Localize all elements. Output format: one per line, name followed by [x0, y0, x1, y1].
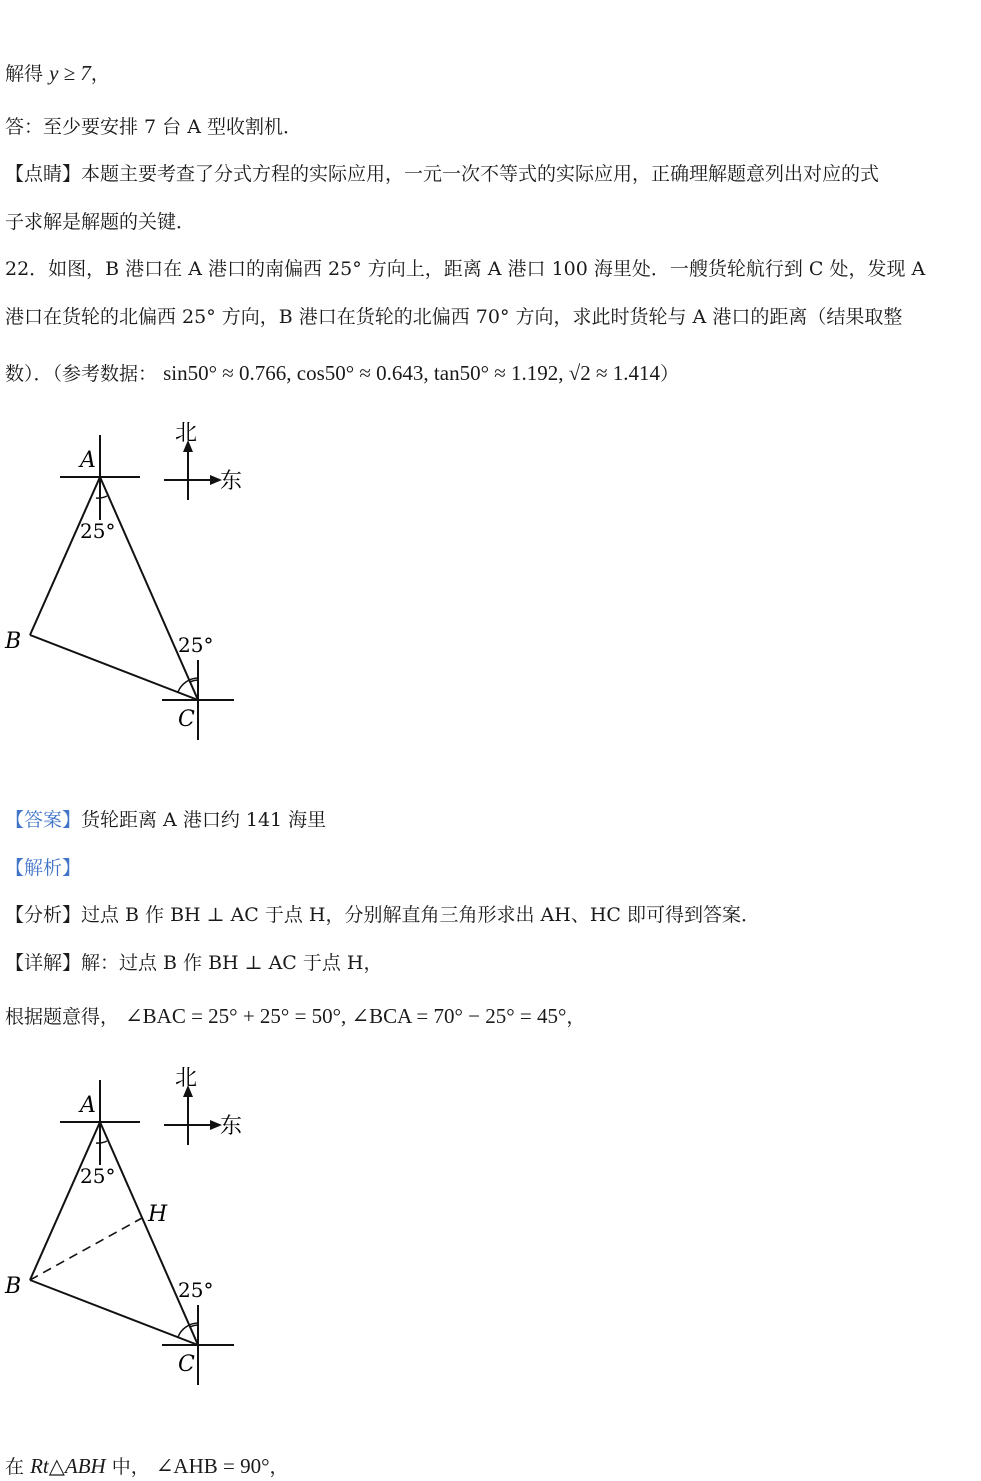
text-line-xiangjie	[5, 950, 382, 976]
segment-ac	[100, 477, 198, 700]
vertex-label-b: B	[5, 1274, 22, 1299]
text-line-dianjing-cont: 子求解是解题的关键．	[5, 211, 196, 233]
text-line-angles	[5, 1003, 585, 1030]
fenxi-text: 过点 B 作 BH ⊥ AC 于点 H，分别解直角三角形求出 AH、HC 即可得到答案．	[81, 904, 760, 926]
text-line-fenxi	[5, 902, 760, 928]
text-line-question-22: 22．如图，B 港口在 A 港口的南偏西 25° 方向上，距离 A 港口 100 海里处．一艘货轮航行到 C 处，发现 A	[5, 258, 926, 280]
figure-triangle-abc-with-h	[0, 1055, 260, 1395]
math-rt-triangle: Rt△ABH	[30, 1454, 106, 1478]
xiangjie-text: 解：过点 B 作 BH ⊥ AC 于点 H，	[81, 952, 383, 974]
line-prefix: 根据题意得，	[5, 1006, 120, 1028]
answer-text: 货轮距离 A 港口约 141 海里	[81, 809, 327, 831]
dianjing-text: 本题主要考查了分式方程的实际应用，一元一次不等式的实际应用，正确理解题意列出对应的式	[81, 163, 880, 185]
line-suffix: ）	[660, 363, 680, 385]
angle-label-a: 25°	[80, 519, 116, 543]
text-line-answer-statement: 答：至少要安排 7 台 A 型收割机．	[5, 116, 302, 138]
segment-bh-dashed	[30, 1218, 142, 1280]
line-prefix: 解得	[5, 63, 44, 85]
line-suffix: ，	[566, 1006, 586, 1028]
text-line-reference-data	[5, 360, 679, 387]
math-angles: ∠BAC = 25° + 25° = 50°, ∠BCA = 70° − 25° = 45°	[125, 1004, 567, 1028]
vertex-label-c: C	[178, 707, 195, 732]
text-line-answer	[5, 807, 326, 833]
math-inequality: y ≥ 7	[49, 61, 91, 85]
fenxi-tag: 【分析】	[5, 904, 82, 926]
answer-tag: 【答案】	[5, 809, 82, 831]
text-line-question-22-cont: 港口在货轮的北偏西 25° 方向，B 港口在货轮的北偏西 70° 方向，求此时货轮与 A 港口的距离（结果取整	[5, 306, 903, 328]
segment-ab	[30, 477, 100, 635]
angle-arc-a	[96, 496, 107, 498]
vertex-label-a: A	[80, 448, 96, 473]
north-label: 北	[175, 1066, 198, 1091]
vertex-label-c: C	[178, 1352, 195, 1377]
line-suffix: ，	[90, 63, 110, 85]
dianjing-tag: 【点睛】	[5, 163, 82, 185]
angle-label-a: 25°	[80, 1164, 116, 1188]
angle-label-c: 25°	[178, 1278, 214, 1302]
math-angle-ahb: ∠AHB = 90°	[155, 1454, 270, 1478]
angle-arc-c-inner	[190, 680, 198, 682]
math-reference: sin50° ≈ 0.766, cos50° ≈ 0.643, tan50° ≈ 1.192, √2 ≈ 1.414	[163, 361, 661, 385]
analysis-tag: 【解析】	[5, 857, 82, 879]
text-line-dianjing	[5, 161, 879, 187]
angle-label-c: 25°	[178, 633, 214, 657]
figure-triangle-abc	[0, 410, 260, 750]
text-line-result	[5, 60, 110, 87]
xiangjie-tag: 【详解】	[5, 952, 82, 974]
line-prefix: 在	[5, 1456, 25, 1478]
line-mid: 中，	[111, 1456, 150, 1478]
segment-ab	[30, 1122, 100, 1280]
angle-arc-c-inner	[190, 1325, 198, 1327]
vertex-label-b: B	[5, 629, 22, 654]
east-label: 东	[220, 1114, 243, 1139]
point-label-h: H	[148, 1202, 168, 1227]
north-label: 北	[175, 421, 198, 446]
line-prefix: 数）．（参考数据：	[5, 363, 158, 385]
text-line-rt-triangle	[5, 1453, 289, 1480]
east-label: 东	[220, 469, 243, 494]
vertex-label-a: A	[80, 1093, 96, 1118]
angle-arc-a	[96, 1141, 107, 1143]
line-suffix: ，	[269, 1456, 289, 1478]
